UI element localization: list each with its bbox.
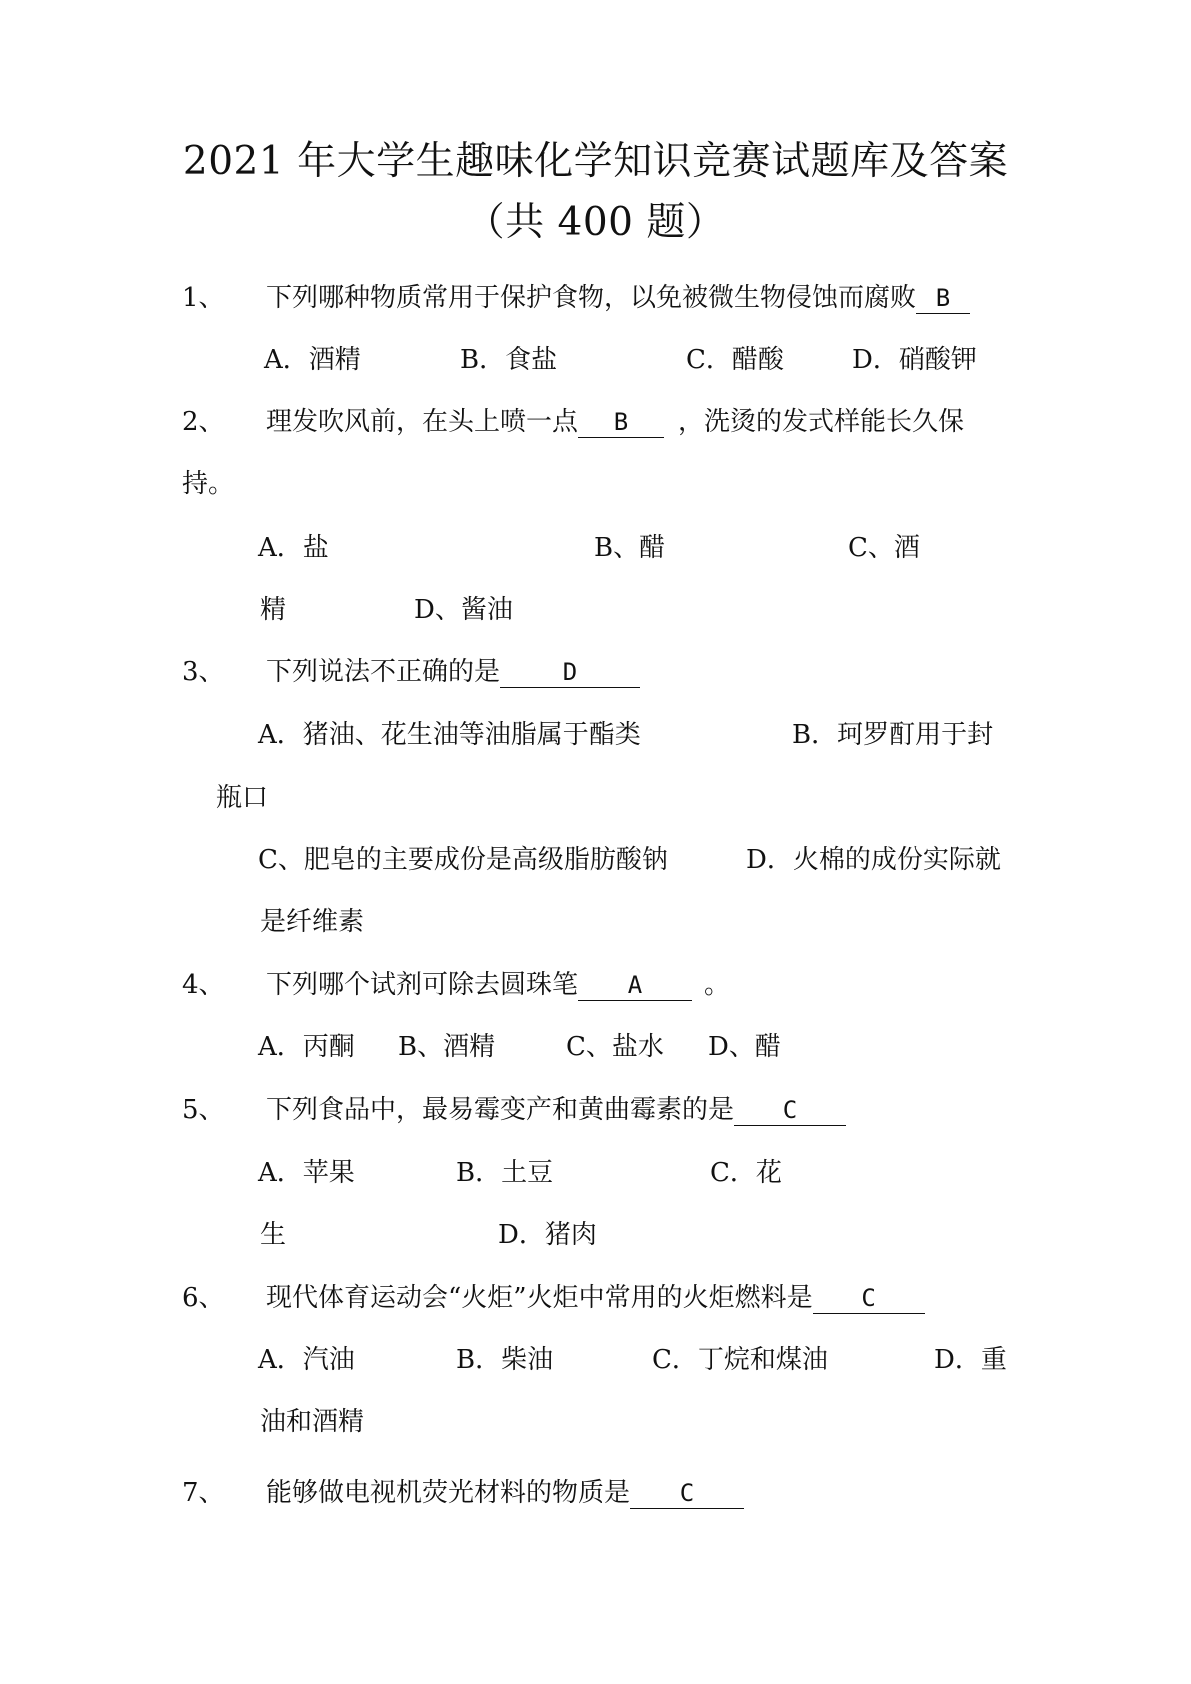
question-number: 7、 [182,1478,225,1508]
option-a: A．酒精 [264,345,361,375]
question-text: 下列说法不正确的是 [266,657,501,687]
question-text-continued: 持。 [182,469,235,499]
option-b: B．珂罗酊用于封 [792,720,994,750]
question-number: 6、 [182,1283,225,1313]
option-d-continued: 油和酒精 [260,1407,365,1437]
option-a: A．盐 [258,533,329,563]
question-6-stem [266,1281,925,1315]
question-number: 5、 [182,1095,225,1125]
option-a: A．苹果 [258,1158,355,1188]
question-number: 1、 [182,283,225,313]
option-c: C．丁烷和煤油 [652,1345,828,1375]
question-2-stem [266,405,964,439]
question-text: 下列哪种物质常用于保护食物，以免被微生物侵蚀而腐败 [266,283,917,313]
question-number: 4、 [182,970,225,1000]
option-d: D、酱油 [414,595,513,625]
question-text: 现代体育运动会“火炬”火炬中常用的火炬燃料是 [266,1283,813,1313]
answer-blank: C [630,1478,744,1509]
option-a: A．猪油、花生油等油脂属于酯类 [258,720,641,750]
question-text-after: 。 [704,970,731,1000]
question-text: 能够做电视机荧光材料的物质是 [266,1478,631,1508]
document-title-line1: 2021 年大学生趣味化学知识竞赛试题库及答案 [182,139,1009,184]
question-7-stem [266,1476,744,1510]
option-c-continued: 精 [260,595,287,625]
question-text: 理发吹风前，在头上喷一点 [266,407,579,437]
option-c: C、盐水 [566,1032,664,1062]
option-a: A．丙酮 [258,1032,355,1062]
option-c: C．花 [710,1158,782,1188]
question-5-stem [266,1093,846,1127]
option-a: A．汽油 [258,1345,355,1375]
question-text: 下列食品中，最易霉变产和黄曲霉素的是 [266,1095,735,1125]
option-b: B．食盐 [460,345,558,375]
document-title-line2: （共 400 题） [465,200,726,245]
answer-blank: B [578,407,664,438]
question-1-stem [266,281,970,315]
question-4-stem [266,968,730,1002]
option-b: B、酒精 [398,1032,496,1062]
option-d: D．火棉的成份实际就 [746,845,1001,875]
answer-blank: D [500,657,640,688]
answer-blank: B [916,283,970,314]
question-text-after: ，洗烫的发式样能长久保 [678,407,965,437]
answer-blank: A [578,970,692,1001]
option-b: B、醋 [594,533,666,563]
question-text: 下列哪个试剂可除去圆珠笔 [266,970,579,1000]
option-b: B．土豆 [456,1158,554,1188]
question-number: 2、 [182,407,225,437]
option-c: C、肥皂的主要成份是高级脂肪酸钠 [258,845,668,875]
answer-blank: C [734,1095,846,1126]
question-number: 3、 [182,657,225,687]
option-b-continued: 瓶口 [216,783,269,813]
option-c-continued: 生 [260,1220,287,1250]
option-d: D．硝酸钾 [852,345,977,375]
answer-blank: C [813,1283,925,1314]
question-3-stem [266,655,640,689]
option-d-continued: 是纤维素 [260,907,365,937]
option-c: C、酒 [848,533,920,563]
option-b: B．柴油 [456,1345,554,1375]
option-d: D．重 [934,1345,1007,1375]
option-d: D．猪肉 [498,1220,597,1250]
option-d: D、醋 [708,1032,781,1062]
option-c: C．醋酸 [686,345,784,375]
